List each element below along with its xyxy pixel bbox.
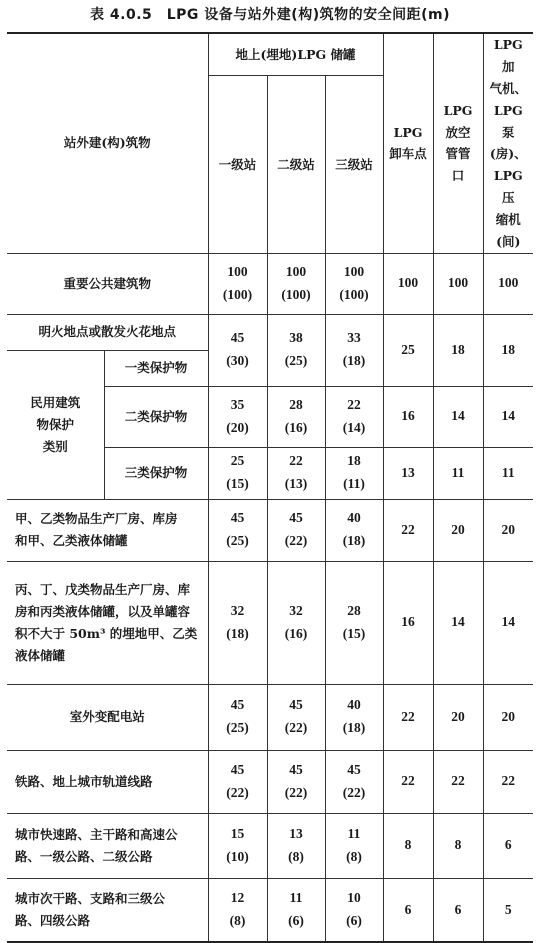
dispenser-header-line: 缩机(间) bbox=[495, 212, 521, 249]
row-label: 明火地点或散发火花地点 bbox=[7, 314, 208, 350]
safety-distance-table bbox=[7, 32, 533, 943]
grade3-header: 三级站 bbox=[325, 76, 383, 254]
dispenser-cell: 18 bbox=[483, 314, 533, 386]
grade3-cell: 40 (18) bbox=[325, 684, 383, 750]
grade2-cell: 45 (22) bbox=[267, 499, 325, 561]
unload-header bbox=[383, 33, 433, 253]
dispenser-header-line: LPG 泵 bbox=[493, 102, 523, 140]
vent-cell: 22 bbox=[433, 750, 483, 813]
grade2-cell: 45 (22) bbox=[267, 750, 325, 813]
vent-header-line: LPG bbox=[443, 102, 473, 118]
grade1-cell: 45 (30) bbox=[208, 314, 267, 386]
vent-header-line: 口 bbox=[451, 168, 465, 184]
grade2-cell: 38 (25) bbox=[267, 314, 325, 386]
dispenser-cell: 5 bbox=[483, 878, 533, 942]
dispenser-header-line: 气机、 bbox=[489, 80, 528, 96]
grade1-cell: 15 (10) bbox=[208, 813, 267, 878]
civil-group-label: 民用建筑 物保护 类别 bbox=[7, 350, 104, 499]
unload-cell: 8 bbox=[383, 813, 433, 878]
unload-header-line: LPG bbox=[393, 124, 423, 140]
table-row bbox=[7, 253, 533, 314]
row-label: 甲、乙类物品生产厂房、库房 和甲、乙类液体储罐 bbox=[7, 499, 208, 561]
unload-cell: 16 bbox=[383, 561, 433, 684]
dispenser-header-line: LPG 压 bbox=[493, 168, 523, 206]
vent-cell: 8 bbox=[433, 813, 483, 878]
row-label: 铁路、地上城市轨道线路 bbox=[7, 750, 208, 813]
dispenser-cell: 100 bbox=[483, 253, 533, 314]
grade3-cell: 33 (18) bbox=[325, 314, 383, 386]
table-row bbox=[7, 878, 533, 942]
vent-cell: 14 bbox=[433, 386, 483, 447]
grade3-cell: 18 (11) bbox=[325, 447, 383, 499]
row-label: 一类保护物 bbox=[104, 350, 208, 386]
unload-cell: 6 bbox=[383, 878, 433, 942]
table-row bbox=[7, 499, 533, 561]
dispenser-header-line: (房)、 bbox=[489, 146, 527, 162]
unload-cell: 13 bbox=[383, 447, 433, 499]
table-row bbox=[7, 684, 533, 750]
row-label: 三类保护物 bbox=[104, 447, 208, 499]
grade3-cell: 45 (22) bbox=[325, 750, 383, 813]
row-label: 室外变配电站 bbox=[7, 684, 208, 750]
tank-group-header: 地上(埋地)LPG 储罐 bbox=[208, 33, 383, 76]
grade3-cell: 10 (6) bbox=[325, 878, 383, 942]
grade3-cell: 40 (18) bbox=[325, 499, 383, 561]
vent-header-line: 管管 bbox=[445, 146, 471, 162]
grade2-cell: 22 (13) bbox=[267, 447, 325, 499]
grade1-cell: 25 (15) bbox=[208, 447, 267, 499]
grade1-cell: 45 (25) bbox=[208, 684, 267, 750]
dispenser-header-line: LPG 加 bbox=[493, 37, 523, 74]
dispenser-cell: 20 bbox=[483, 684, 533, 750]
grade1-cell: 35 (20) bbox=[208, 386, 267, 447]
dispenser-cell: 22 bbox=[483, 750, 533, 813]
vent-header-line: 放空 bbox=[445, 124, 471, 140]
table-row bbox=[7, 314, 533, 350]
dispenser-cell: 14 bbox=[483, 386, 533, 447]
unload-header-line: 卸车点 bbox=[389, 146, 427, 162]
grade1-cell: 100 (100) bbox=[208, 253, 267, 314]
table-title: 表 4.0.5 LPG 设备与站外建(构)筑物的安全间距(m) bbox=[90, 7, 450, 23]
grade1-cell: 12 (8) bbox=[208, 878, 267, 942]
header-row-1 bbox=[7, 33, 533, 76]
row-label: 二类保护物 bbox=[104, 386, 208, 447]
vent-cell: 18 bbox=[433, 314, 483, 386]
vent-cell: 20 bbox=[433, 499, 483, 561]
grade2-cell: 32 (16) bbox=[267, 561, 325, 684]
row-label: 城市次干路、支路和三级公 路、四级公路 bbox=[7, 878, 208, 942]
row-label: 丙、丁、戊类物品生产厂房、库 房和丙类液体储罐，以及单罐容 积不大于 50m³ 的埋地甲、乙类 液体储罐 bbox=[7, 561, 208, 684]
unload-cell: 22 bbox=[383, 499, 433, 561]
grade3-cell: 100 (100) bbox=[325, 253, 383, 314]
grade2-cell: 45 (22) bbox=[267, 684, 325, 750]
unload-cell: 100 bbox=[383, 253, 433, 314]
dispenser-cell: 14 bbox=[483, 561, 533, 684]
dispenser-header bbox=[483, 33, 533, 253]
grade2-cell: 11 (6) bbox=[267, 878, 325, 942]
grade1-header: 一级站 bbox=[208, 76, 267, 254]
vent-cell: 11 bbox=[433, 447, 483, 499]
grade2-header: 二级站 bbox=[267, 76, 325, 254]
dispenser-cell: 11 bbox=[483, 447, 533, 499]
row-label: 城市快速路、主干路和高速公 路、一级公路、二级公路 bbox=[7, 813, 208, 878]
dispenser-cell: 20 bbox=[483, 499, 533, 561]
table-row bbox=[7, 750, 533, 813]
vent-cell: 6 bbox=[433, 878, 483, 942]
grade1-cell: 45 (22) bbox=[208, 750, 267, 813]
facility-header: 站外建(构)筑物 bbox=[7, 33, 208, 253]
grade3-cell: 11 (8) bbox=[325, 813, 383, 878]
dispenser-cell: 6 bbox=[483, 813, 533, 878]
grade1-cell: 32 (18) bbox=[208, 561, 267, 684]
grade3-cell: 28 (15) bbox=[325, 561, 383, 684]
vent-header bbox=[433, 33, 483, 253]
table-row bbox=[7, 561, 533, 684]
row-label: 重要公共建筑物 bbox=[7, 253, 208, 314]
vent-cell: 100 bbox=[433, 253, 483, 314]
unload-cell: 22 bbox=[383, 750, 433, 813]
grade2-cell: 28 (16) bbox=[267, 386, 325, 447]
unload-cell: 22 bbox=[383, 684, 433, 750]
grade1-cell: 45 (25) bbox=[208, 499, 267, 561]
grade2-cell: 13 (8) bbox=[267, 813, 325, 878]
grade2-cell: 100 (100) bbox=[267, 253, 325, 314]
unload-cell: 16 bbox=[383, 386, 433, 447]
grade3-cell: 22 (14) bbox=[325, 386, 383, 447]
vent-cell: 20 bbox=[433, 684, 483, 750]
table-row bbox=[7, 813, 533, 878]
unload-cell: 25 bbox=[383, 314, 433, 386]
vent-cell: 14 bbox=[433, 561, 483, 684]
